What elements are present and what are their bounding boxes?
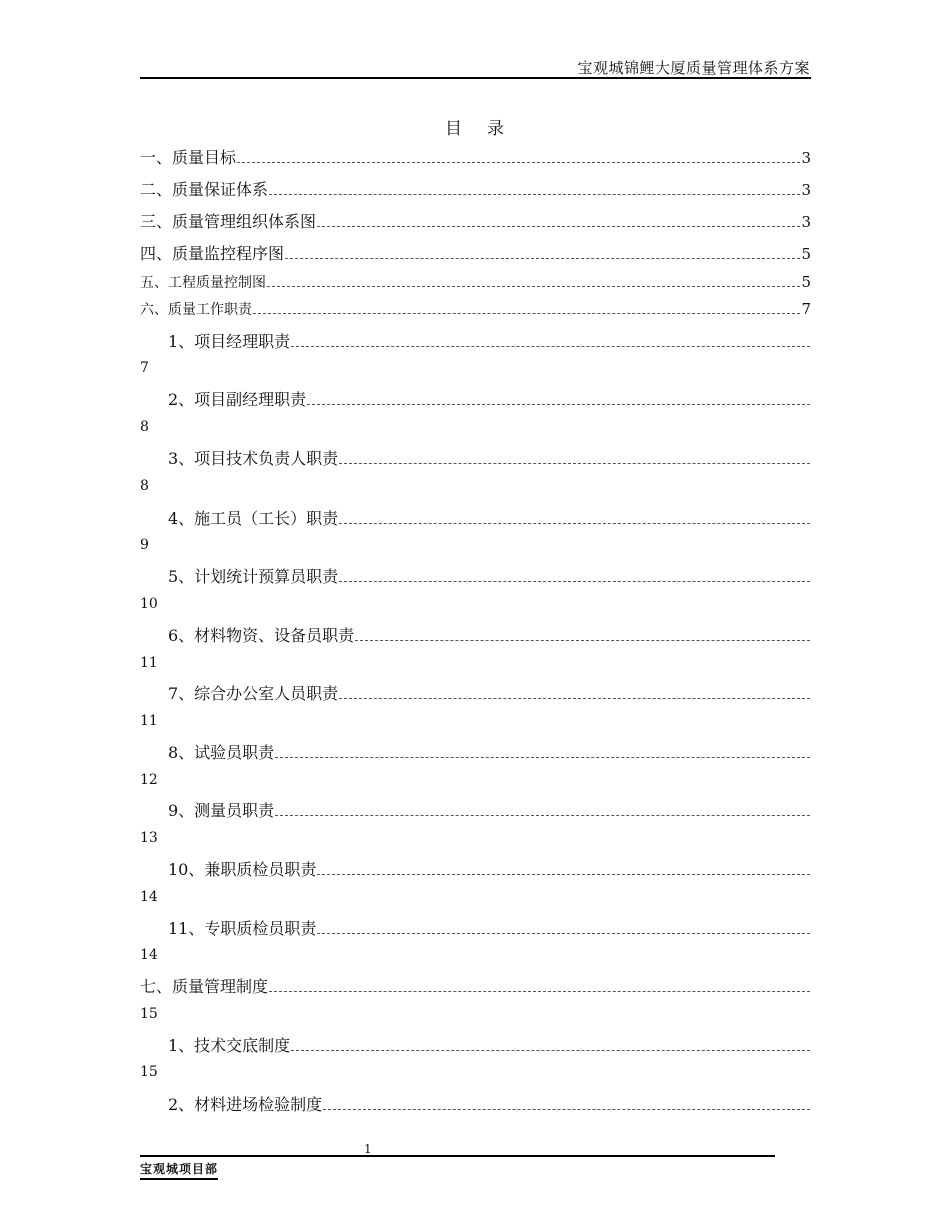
leader-dashes (339, 580, 810, 582)
page-header-title: 宝观城锦鲤大厦质量管理体系方案 (577, 59, 810, 77)
toc-entry-page: 3 (801, 213, 811, 231)
leader-dashes (339, 462, 810, 464)
toc-entry[interactable] (140, 209, 811, 231)
toc-entry-page: 13 (140, 830, 158, 846)
leader-dashes (317, 225, 800, 227)
toc-entry-label: 七、质量管理制度 (140, 977, 269, 996)
toc-entry[interactable] (140, 623, 811, 645)
leader-dashes (269, 193, 800, 195)
toc-entry[interactable] (140, 177, 811, 199)
toc-entry-page: 15 (140, 1006, 158, 1022)
toc-entry-page: 7 (140, 360, 149, 376)
toc-entry-label: 8、试验员职责 (168, 743, 275, 762)
toc-entry-page: 11 (140, 655, 158, 671)
toc-entry-page: 8 (140, 419, 149, 435)
toc-entry-label: 9、测量员职责 (168, 801, 275, 820)
toc-entry[interactable] (140, 506, 811, 528)
toc-entry-label: 五、工程质量控制图 (140, 275, 266, 291)
toc-entry[interactable] (140, 857, 811, 879)
toc-entry[interactable] (140, 329, 811, 351)
leader-dashes (285, 257, 800, 259)
toc-entry[interactable] (140, 1033, 811, 1055)
footer-rule (140, 1155, 775, 1157)
toc-entry-page: 10 (140, 596, 158, 612)
toc-entry[interactable] (140, 241, 811, 263)
toc-entry-label: 1、项目经理职责 (168, 332, 291, 351)
toc-entry[interactable] (140, 272, 811, 294)
leader-dashes (253, 312, 800, 314)
leader-dashes (355, 639, 810, 641)
toc-entry[interactable] (140, 446, 811, 468)
toc-entry[interactable] (140, 299, 811, 321)
leader-dashes (275, 814, 810, 816)
leader-dashes (323, 1108, 810, 1110)
toc-entry-page: 14 (140, 889, 158, 905)
leader-dashes (275, 756, 810, 758)
toc-entry-label: 四、质量监控程序图 (140, 244, 285, 263)
toc-entry-label: 三、质量管理组织体系图 (140, 212, 317, 231)
leader-dashes (269, 990, 810, 992)
toc-entry-page: 11 (140, 713, 158, 729)
leader-dashes (267, 285, 800, 287)
toc-entry-page: 3 (801, 181, 811, 199)
toc-entry[interactable] (140, 974, 811, 996)
leader-dashes (237, 161, 800, 163)
toc-entry-label: 3、项目技术负责人职责 (168, 449, 339, 468)
leader-dashes (291, 1049, 810, 1051)
toc-entry-label: 六、质量工作职责 (140, 302, 252, 318)
leader-dashes (317, 873, 810, 875)
toc-entry-page: 12 (140, 772, 158, 788)
toc-entry-page: 14 (140, 947, 158, 963)
toc-entry-page: 5 (801, 245, 811, 263)
toc-entry-label: 10、兼职质检员职责 (168, 860, 317, 879)
header-rule (140, 77, 811, 79)
leader-dashes (291, 345, 810, 347)
toc-entry-page: 9 (140, 537, 149, 553)
toc-entry-label: 5、计划统计预算员职责 (168, 567, 339, 586)
leader-dashes (339, 697, 810, 699)
toc-entry-page: 8 (140, 478, 149, 494)
toc-entry[interactable] (140, 916, 811, 938)
toc-title-char-2: 录 (487, 119, 505, 139)
toc-entry-label: 2、材料进场检验制度 (168, 1095, 323, 1114)
leader-dashes (307, 403, 810, 405)
footer-department: 宝观城项目部 (140, 1160, 218, 1180)
toc-entry-label: 二、质量保证体系 (140, 180, 269, 199)
toc-entry-label: 7、综合办公室人员职责 (168, 684, 339, 703)
toc-entry-page: 5 (801, 273, 811, 291)
toc-entry-label: 一、质量目标 (140, 148, 237, 167)
leader-dashes (339, 522, 810, 524)
toc-entry-page: 3 (801, 149, 811, 167)
toc-entry-label: 4、施工员（工长）职责 (168, 509, 339, 528)
toc-entry[interactable] (140, 1092, 811, 1114)
toc-entry[interactable] (140, 145, 811, 167)
toc-entry[interactable] (140, 681, 811, 703)
toc-title-char-1: 目 (445, 119, 463, 139)
toc-entry[interactable] (140, 740, 811, 762)
toc-entry[interactable] (140, 798, 811, 820)
footer-page-number: 1 (364, 1142, 372, 1156)
toc-entry-label: 6、材料物资、设备员职责 (168, 626, 355, 645)
toc-entry-label: 11、专职质检员职责 (168, 919, 317, 938)
toc-entry-label: 1、技术交底制度 (168, 1036, 291, 1055)
toc-title (0, 114, 950, 139)
leader-dashes (317, 932, 810, 934)
toc-entry-label: 2、项目副经理职责 (168, 390, 307, 409)
toc-entry[interactable] (140, 564, 811, 586)
toc-entry-page: 7 (801, 300, 811, 318)
toc-entry[interactable] (140, 387, 811, 409)
toc-entry-page: 15 (140, 1064, 158, 1080)
